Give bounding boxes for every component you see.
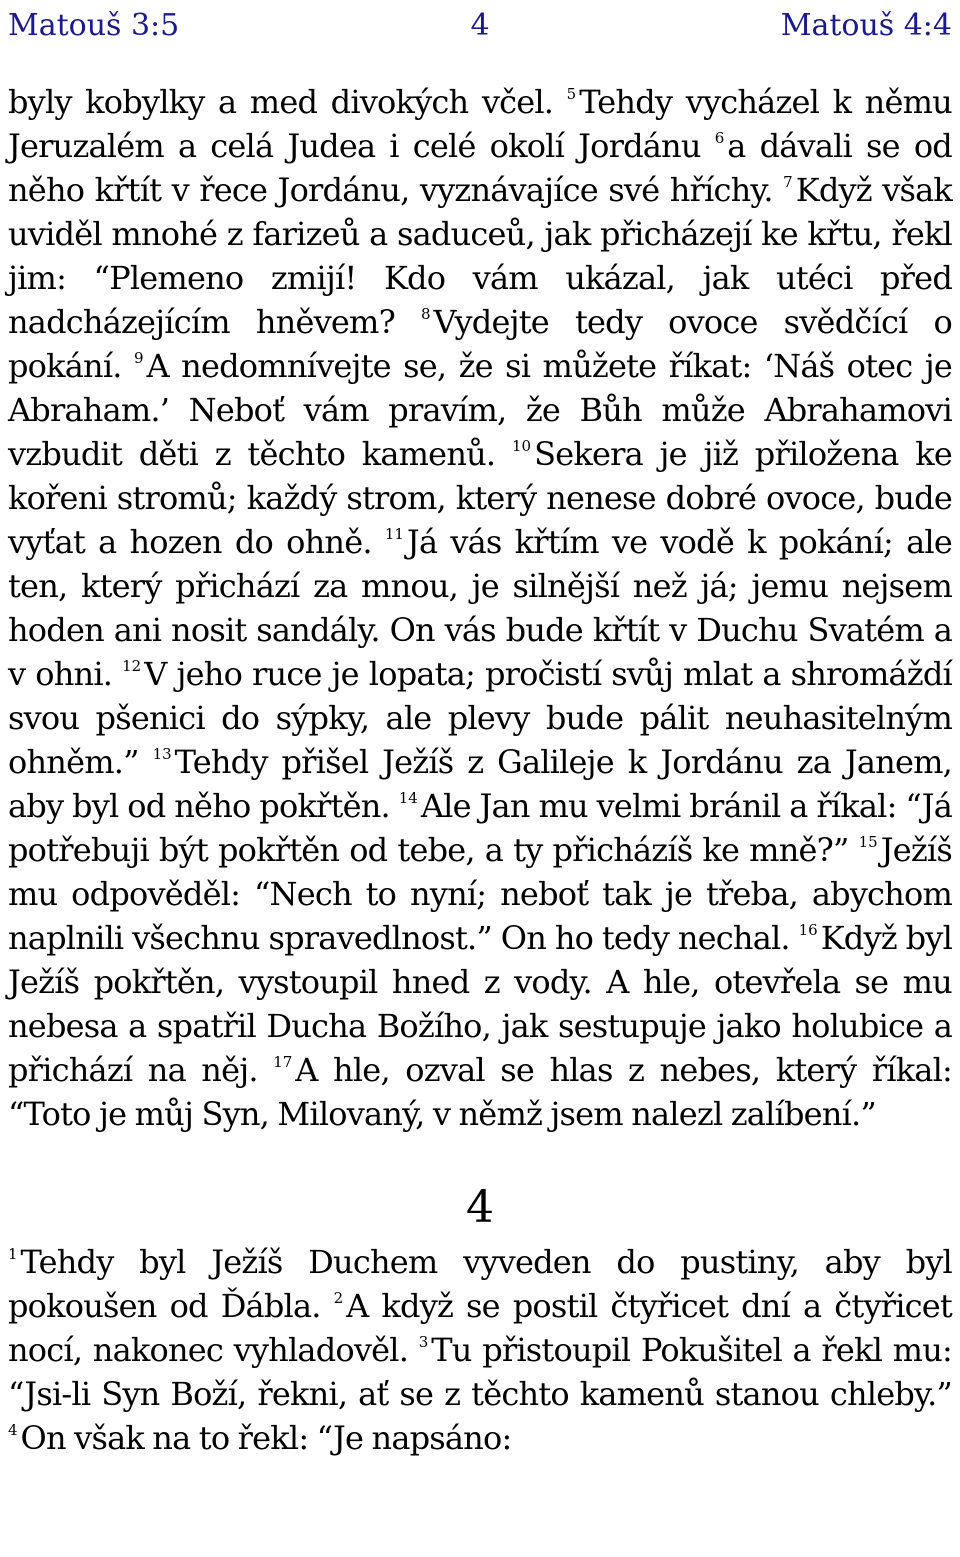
- chapter-heading: 4: [466, 1182, 494, 1233]
- chapter-4-paragraph: [8, 1240, 952, 1460]
- verse-number: 14: [398, 789, 418, 807]
- verse-text: byly kobylky a med divokých včel.: [8, 83, 567, 121]
- verse-text: Sekera je již přiložena ke kořeni stromů; každý strom, který nenese dobré ovoce, bude vyťat a hozen do ohně.: [8, 435, 952, 561]
- verse-text: Já vás křtím ve vodě k pokání; ale ten, který přichází za mnou, je silnější než já; jemu nejsem hoden ani nosit sandály. On vás bude křtít v Duchu Svatém a v ohni.: [8, 523, 952, 693]
- verse-text: Když však uviděl mnohé z farizeů a saduceů, jak přicházejí ke křtu, řekl jim: “Plemeno zmijí! Kdo vám ukázal, jak utéci před nadcházejícím hněvem?: [8, 171, 952, 341]
- verse-number: 7: [783, 173, 793, 191]
- verse-number: 8: [420, 305, 431, 323]
- verse-text: A hle, ozval se hlas z nebes, který říkal: “Toto je můj Syn, Milovaný, v němž jsem nalezl zalíbení.”: [8, 1051, 952, 1133]
- verse-number: 17: [273, 1053, 293, 1071]
- verse-text: Tehdy vycházel k němu Jeruzalém a celá Judea i celé okolí Jordánu: [8, 83, 952, 165]
- verse-number: 10: [512, 437, 532, 455]
- verse-text: Ježíš mu odpověděl: “Nech to nyní; neboť tak je třeba, abychom naplnili všechnu spravedlnost.” On ho tedy nechal.: [8, 831, 952, 957]
- verse-number: 9: [133, 349, 144, 367]
- verse-text: Ale Jan mu velmi bránil a říkal: “Já potřebuji být pokřtěn od tebe, a ty přicházíš ke mně?”: [8, 787, 952, 869]
- verse-number: 1: [8, 1245, 18, 1263]
- verse-number: 6: [714, 129, 725, 147]
- chapter-3-paragraph: [8, 80, 952, 1136]
- scripture-body: [8, 80, 952, 1460]
- verse-text: Tehdy přišel Ježíš z Galileje k Jordánu za Janem, aby byl od něho pokřtěn.: [8, 743, 952, 825]
- verse-text: On však na to řekl: “Je napsáno:: [20, 1419, 512, 1457]
- verse-text: a dávali se od něho křtít v řece Jordánu, vyznávajíce své hříchy.: [8, 127, 952, 209]
- verse-number: 16: [798, 921, 818, 939]
- verse-text: Tu přistoupil Pokušitel a řekl mu: “Jsi-li Syn Boží, řekni, ať se z těchto kamenů stanou chleby.”: [8, 1331, 952, 1413]
- verse-number: 12: [122, 657, 142, 675]
- verse-number: 13: [152, 745, 172, 763]
- verse-text: V jeho ruce je lopata; pročistí svůj mlat a shromáždí svou pšenici do sýpky, ale plevy bude pálit neuhasitelným ohněm.”: [8, 655, 952, 781]
- verse-text: Tehdy byl Ježíš Duchem vyveden do pustiny, aby byl pokoušen od Ďábla.: [8, 1243, 952, 1325]
- header-start-reference: Matouš 3:5: [8, 8, 180, 43]
- verse-text: A když se postil čtyřicet dní a čtyřicet nocí, nakonec vyhladověl.: [8, 1287, 952, 1369]
- verse-text: Vydejte tedy ovoce svědčící o pokání.: [8, 303, 952, 385]
- page-number: 4: [470, 8, 490, 43]
- verse-number: 5: [566, 85, 577, 103]
- verse-number: 2: [333, 1289, 344, 1307]
- verse-text: Když byl Ježíš pokřtěn, vystoupil hned z vody. A hle, otevřela se mu nebesa a spatřil Ducha Božího, jak sestupuje jako holubice a přichází na něj.: [8, 919, 953, 1089]
- verse-number: 3: [418, 1333, 429, 1351]
- header-end-reference: Matouš 4:4: [780, 8, 952, 43]
- verse-number: 4: [8, 1421, 18, 1439]
- page-header: [8, 6, 952, 46]
- verse-number: 11: [384, 525, 404, 543]
- verse-number: 15: [858, 833, 878, 851]
- verse-text: A nedomnívejte se, že si můžete říkat: ‘Náš otec je Abraham.’ Neboť vám pravím, že Bůh může Abrahamovi vzbudit děti z těchto kamenů.: [8, 347, 952, 473]
